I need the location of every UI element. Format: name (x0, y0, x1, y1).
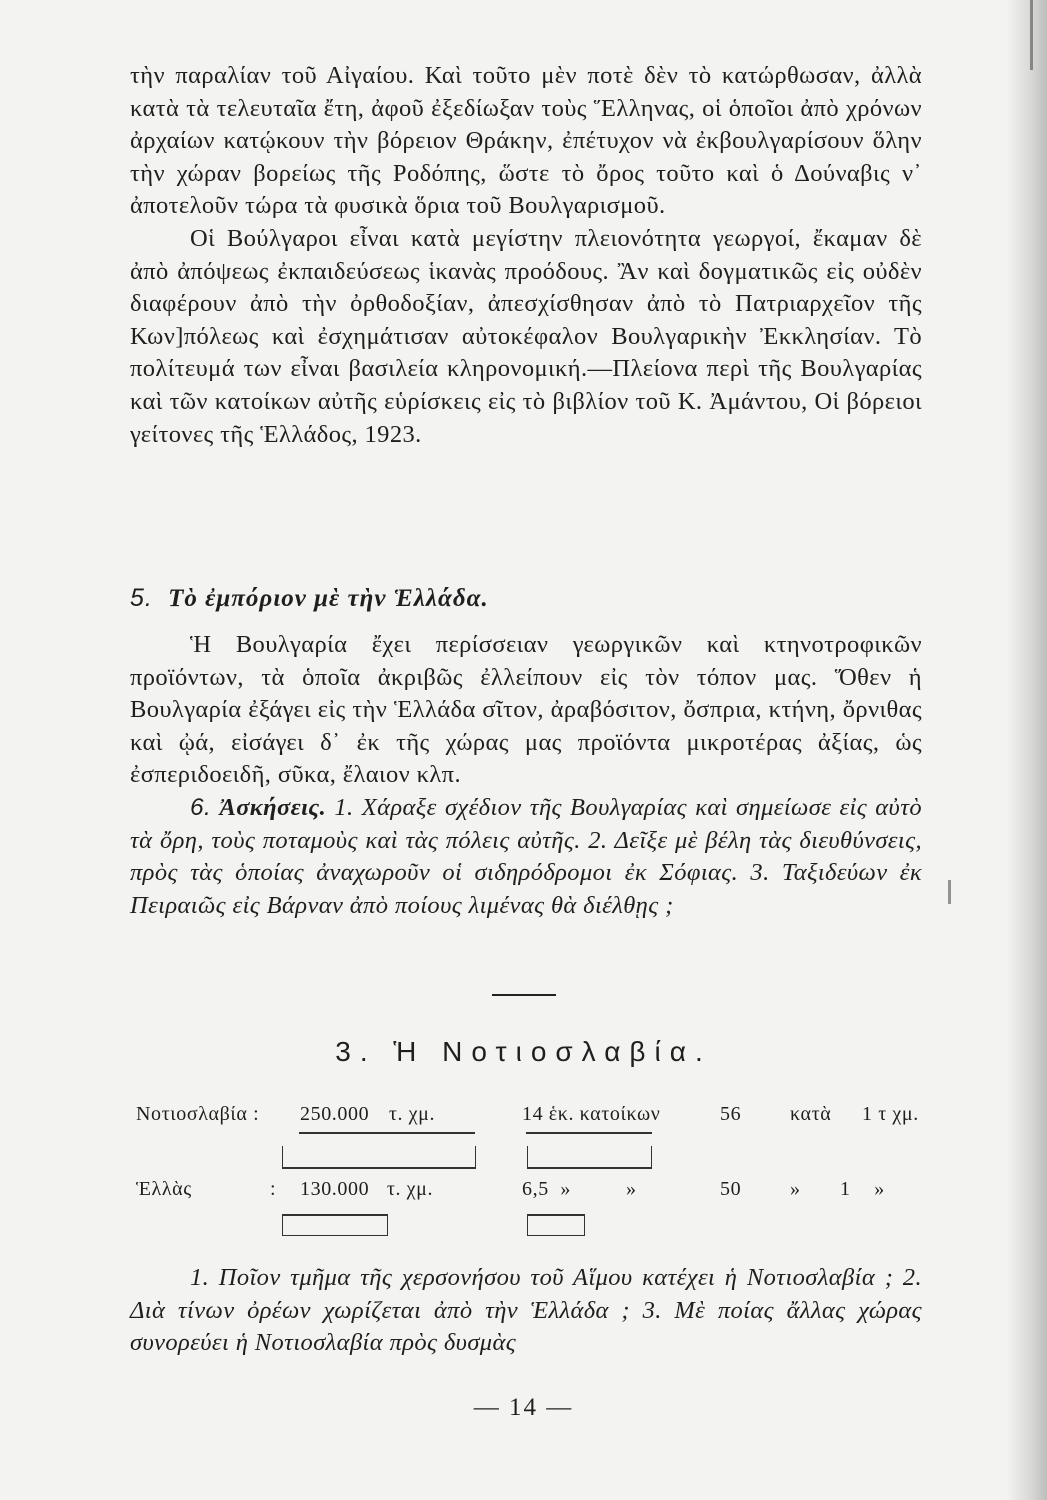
section-divider (492, 994, 556, 996)
section-6-exercises: 1. Χάραξε σχέδιον τῆς Βουλγαρίας καὶ σημείωσε εἰς αὐτὸ τὰ ὄρη, τοὺς ποταμοὺς καὶ τὰς πόλεις αὐτῆς. 2. Δεῖξε μὲ βέλη τὰς διευθύνσεις, πρὸς τὰς ὁποίας ἀναχωροῦν οἱ σιδηρόδρομοι ἐκ Σόφιας. 3. Ταξιδεύων ἐκ Πειραιῶς εἰς Βάρναν ἀπὸ ποίους λιμένας θὰ διέλθῃς ; (130, 793, 923, 919)
paragraph-bulgarians: Οἱ Βούλγαροι εἶναι κατὰ μεγίστην πλειονότητα γεωργοί, ἔκαμαν δὲ ἀπὸ ἀπόψεως ἐκπαιδεύσεως ἱκανὰς προόδους. Ἂν καὶ δογματικῶς εἰς οὐδὲν διαφέρουν ἀπὸ τὴν ὀρθοδοξίαν, ἀπεσχίσθησαν ἀπὸ τὸ Πατριαρχεῖον τῆς Κων]πόλεως καὶ ἐσχημάτισαν αὐτοκέφαλον Βουλγαρικὴν Ἐκκλησίαν. Τὸ πολίτευμά των εἶναι βασιλεία κληρονομική.—Πλείονα περὶ τῆς Βουλγαρίας καὶ τῶν κατοίκων αὐτῆς εὑρίσκεις εἰς τὸ βιβλίον τοῦ Κ. Ἀμάντου, Οἱ βόρειοι γείτονες τῆς Ἑλλάδος, 1923. (130, 224, 922, 448)
row1-area-underline (299, 1132, 475, 1134)
row1-population: 14 ἑκ. κατοίκων (522, 1103, 661, 1125)
row1-density-label: κατὰ (790, 1103, 832, 1125)
row2-area-bar-top (282, 1214, 388, 1216)
questions-text: 1. Ποῖον τμῆμα τῆς χερσονήσου τοῦ Αἵμου κατέχει ἡ Νοτιοσλαβία ; 2. Διὰ τίνων ὀρέων χωρίζεται ἀπὸ τὴν Ἑλλάδα ; 3. Μὲ ποίας ἄλλας χώρας συνορεύει ἡ Νοτιοσλαβία πρὸς δυσμὰς (130, 1264, 922, 1357)
section-5-heading (130, 584, 489, 613)
row2-population: 6,5 » (522, 1178, 572, 1200)
paragraph-exercises (130, 792, 922, 922)
row2-area-bar (282, 1214, 388, 1236)
row1-population-bar-base (527, 1167, 652, 1169)
row1-population-bar (527, 1146, 652, 1168)
page-number: — 14 — (473, 1394, 574, 1421)
row1-area-bar (282, 1146, 476, 1168)
row2-population-ditto: » (626, 1178, 637, 1200)
row1-area-bar-base (282, 1167, 476, 1169)
row1-area: 250.000 τ. χμ. (300, 1103, 436, 1125)
row2-density: 50 (720, 1178, 742, 1200)
questions-block (130, 1262, 922, 1360)
row2-density-ditto: » (790, 1178, 801, 1200)
row2-separator: : (270, 1178, 277, 1200)
row2-country: Ἑλλὰς (136, 1178, 192, 1200)
section-5-title: Τὸ ἐμπόριον μὲ τὴν Ἑλλάδα. (168, 585, 489, 612)
row1-population-underline (526, 1132, 652, 1134)
paragraph-bulgaria-borders: τὴν παραλίαν τοῦ Αἰγαίου. Καὶ τοῦτο μὲν ποτὲ δὲν τὸ κατώρθωσαν, ἀλλὰ κατὰ τὰ τελευταῖα ἔτη, ἀφοῦ ἐξεδίωξαν τοὺς Ἕλληνας, οἱ ὁποῖοι ἀπὸ χρόνων ἀρχαίων κατῴκουν τὴν βόρειον Θράκην, ἐπέτυχον νὰ ἐκβουλγαρίσουν ὅλην τὴν χώραν βορείως τῆς Ροδόπης, ὥστε τὸ ὄρος τοῦτο καὶ ὁ Δούναβις ν᾽ ἀποτελοῦν τώρα τὰ φυσικὰ ὅρια τοῦ Βουλγαρισμοῦ. (130, 62, 922, 220)
row1-density-per: 1 τ χμ. (862, 1103, 919, 1125)
section-5-number: 5. (130, 584, 153, 612)
chapter-title: Ἡ Νοτιοσλαβία. (393, 1036, 712, 1067)
paragraph-trade: Ἡ Βουλγαρία ἔχει περίσσειαν γεωργικῶν καὶ κτηνοτροφικῶν προϊόντων, τὰ ὁποῖα ἀκριβῶς ἐλλείπουν εἰς τὸν τόπον μας. Ὅθεν ἡ Βουλγαρία ἐξάγει εἰς τὴν Ἑλλάδα σῖτον, ἀραβόσιτον, ὄσπρια, κτήνη, ὄρνιθας καὶ ᾠά, εἰσάγει δ᾽ ἐκ τῆς χώρας μας προϊόντα μικροτέρας ἀξίας, ὡς ἐσπεριδοειδῆ, σῦκα, ἔλαιον κλπ. (130, 631, 922, 789)
row1-density: 56 (720, 1103, 742, 1125)
row1-country: Νοτιοσλαβία : (136, 1103, 260, 1125)
row2-population-bar-top (527, 1214, 585, 1216)
body-text-top (130, 60, 922, 451)
row2-population-bar (527, 1214, 585, 1236)
scan-mark-margin (948, 880, 951, 904)
chapter-heading (0, 1036, 1047, 1068)
body-text-trade (130, 629, 922, 922)
scan-mark-top (1030, 0, 1033, 70)
chapter-number: 3. (335, 1036, 377, 1067)
row2-area: 130.000 τ. χμ. (300, 1178, 434, 1200)
row2-density-per: 1 » (840, 1178, 885, 1200)
section-6-title: Ἀσκήσεις. (219, 793, 327, 821)
section-6-number: 6. (190, 793, 212, 821)
page-spine-shadow (1007, 0, 1047, 1500)
